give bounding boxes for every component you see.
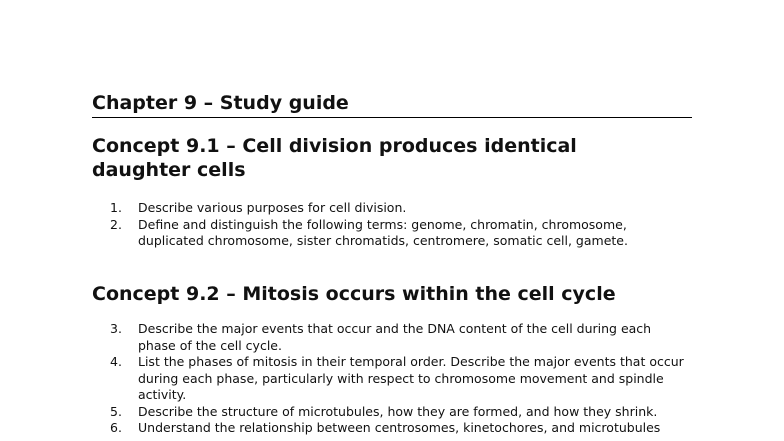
list-item — [92, 217, 692, 250]
concept-9-1-list — [92, 200, 692, 250]
list-item — [92, 420, 692, 437]
item-number: 5. — [110, 403, 122, 419]
item-number: 2. — [110, 216, 122, 232]
item-number: 4. — [110, 354, 122, 369]
chapter-title: Chapter 9 – Study guide — [92, 92, 349, 114]
list-item — [92, 321, 692, 354]
item-number: 6. — [110, 420, 122, 435]
list-item — [92, 354, 692, 404]
item-text: Describe the major events that occur and the DNA content of the cell during each phase of the cell cycle. — [138, 321, 652, 353]
item-number: 3. — [110, 321, 122, 336]
list-item — [92, 404, 692, 421]
item-number: 1. — [110, 200, 122, 215]
item-text: List the phases of mitosis in their temporal order. Describe the major events that occur during each phase, particularly with respect to chromosome movement and spindle activity. — [138, 354, 684, 402]
concept-9-2-list — [92, 321, 692, 437]
item-text: Understand the relationship between centrosomes, kinetochores, and microtubules — [138, 420, 661, 435]
concept-9-2-heading: Concept 9.2 – Mitosis occurs within the cell cycle — [92, 283, 616, 305]
title-divider — [92, 117, 692, 118]
item-text: Describe the structure of microtubules, how they are formed, and how they shrink. — [138, 403, 658, 419]
item-text: Describe various purposes for cell division. — [138, 200, 407, 215]
concept-9-1-heading: Concept 9.1 – Cell division produces identical daughter cells — [92, 135, 577, 181]
item-text: Define and distinguish the following terms: genome, chromatin, chromosome, duplicated chromosome, sister chromatids, centromere, somatic cell, gamete. — [138, 216, 628, 248]
list-item — [92, 200, 692, 217]
